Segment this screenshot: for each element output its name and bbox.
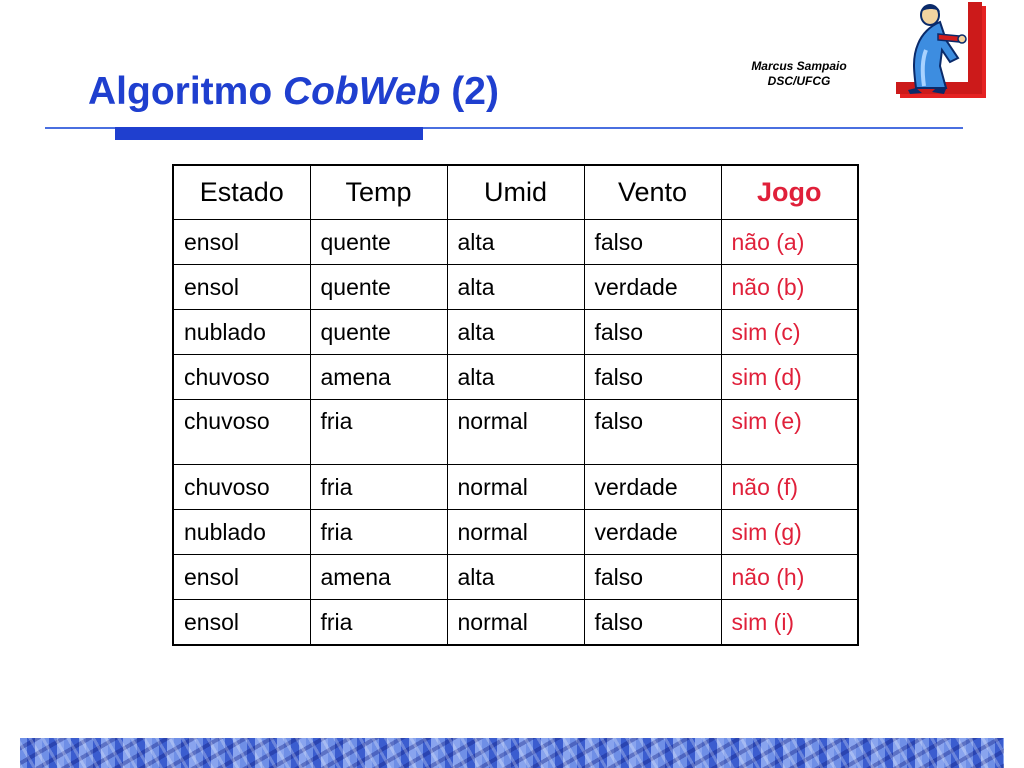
cell-temp: fria — [310, 465, 447, 510]
cell-vento: falso — [584, 220, 721, 265]
cell-estado: ensol — [173, 220, 310, 265]
cell-umid: alta — [447, 220, 584, 265]
cell-temp: amena — [310, 555, 447, 600]
cell-jogo: sim (c) — [721, 310, 858, 355]
cell-umid: alta — [447, 555, 584, 600]
cell-temp: fria — [310, 600, 447, 646]
column-header-vento: Vento — [584, 165, 721, 220]
cell-estado: chuvoso — [173, 465, 310, 510]
title-suffix: (2) — [451, 70, 499, 113]
cell-vento: verdade — [584, 465, 721, 510]
weather-play-table — [172, 164, 859, 646]
cell-vento: falso — [584, 355, 721, 400]
cell-estado: ensol — [173, 265, 310, 310]
slide-title — [88, 70, 499, 114]
title-prefix: Algoritmo — [88, 70, 273, 113]
table-row — [173, 510, 858, 555]
cell-temp: fria — [310, 400, 447, 465]
table-row — [173, 400, 858, 465]
cell-vento: falso — [584, 555, 721, 600]
cell-jogo: sim (e) — [721, 400, 858, 465]
cell-jogo: não (f) — [721, 465, 858, 510]
cell-jogo: não (h) — [721, 555, 858, 600]
cell-umid: alta — [447, 355, 584, 400]
table-row — [173, 265, 858, 310]
cell-vento: falso — [584, 600, 721, 646]
table-header-row — [173, 165, 858, 220]
table-row — [173, 355, 858, 400]
cell-temp: quente — [310, 310, 447, 355]
cell-vento: falso — [584, 400, 721, 465]
table-row — [173, 600, 858, 646]
cell-umid: normal — [447, 510, 584, 555]
table-row — [173, 310, 858, 355]
cell-umid: alta — [447, 265, 584, 310]
cell-temp: amena — [310, 355, 447, 400]
author-name: Marcus Sampaio — [751, 59, 847, 73]
cell-estado: ensol — [173, 555, 310, 600]
column-header-jogo: Jogo — [721, 165, 858, 220]
cell-jogo: sim (i) — [721, 600, 858, 646]
cell-estado: nublado — [173, 310, 310, 355]
cell-temp: quente — [310, 220, 447, 265]
table-row — [173, 555, 858, 600]
cell-jogo: sim (d) — [721, 355, 858, 400]
cell-jogo: não (b) — [721, 265, 858, 310]
cell-umid: normal — [447, 400, 584, 465]
column-header-temp: Temp — [310, 165, 447, 220]
title-divider-accent — [115, 127, 423, 140]
cell-vento: falso — [584, 310, 721, 355]
cell-umid: normal — [447, 600, 584, 646]
column-header-umid: Umid — [447, 165, 584, 220]
cell-estado: ensol — [173, 600, 310, 646]
cell-umid: alta — [447, 310, 584, 355]
cell-jogo: sim (g) — [721, 510, 858, 555]
cell-temp: fria — [310, 510, 447, 555]
column-header-estado: Estado — [173, 165, 310, 220]
title-italic: CobWeb — [283, 70, 441, 113]
cell-temp: quente — [310, 265, 447, 310]
author-affiliation: DSC/UFCG — [767, 74, 831, 88]
figure-with-bow-logo-icon — [886, 0, 998, 104]
table-row — [173, 465, 858, 510]
table-row — [173, 220, 858, 265]
cell-estado: nublado — [173, 510, 310, 555]
cell-vento: verdade — [584, 265, 721, 310]
cell-estado: chuvoso — [173, 355, 310, 400]
author-credit — [728, 59, 870, 89]
circuit-pattern-footer — [20, 738, 1004, 768]
cell-jogo: não (a) — [721, 220, 858, 265]
cell-estado: chuvoso — [173, 400, 310, 465]
cell-umid: normal — [447, 465, 584, 510]
cell-vento: verdade — [584, 510, 721, 555]
